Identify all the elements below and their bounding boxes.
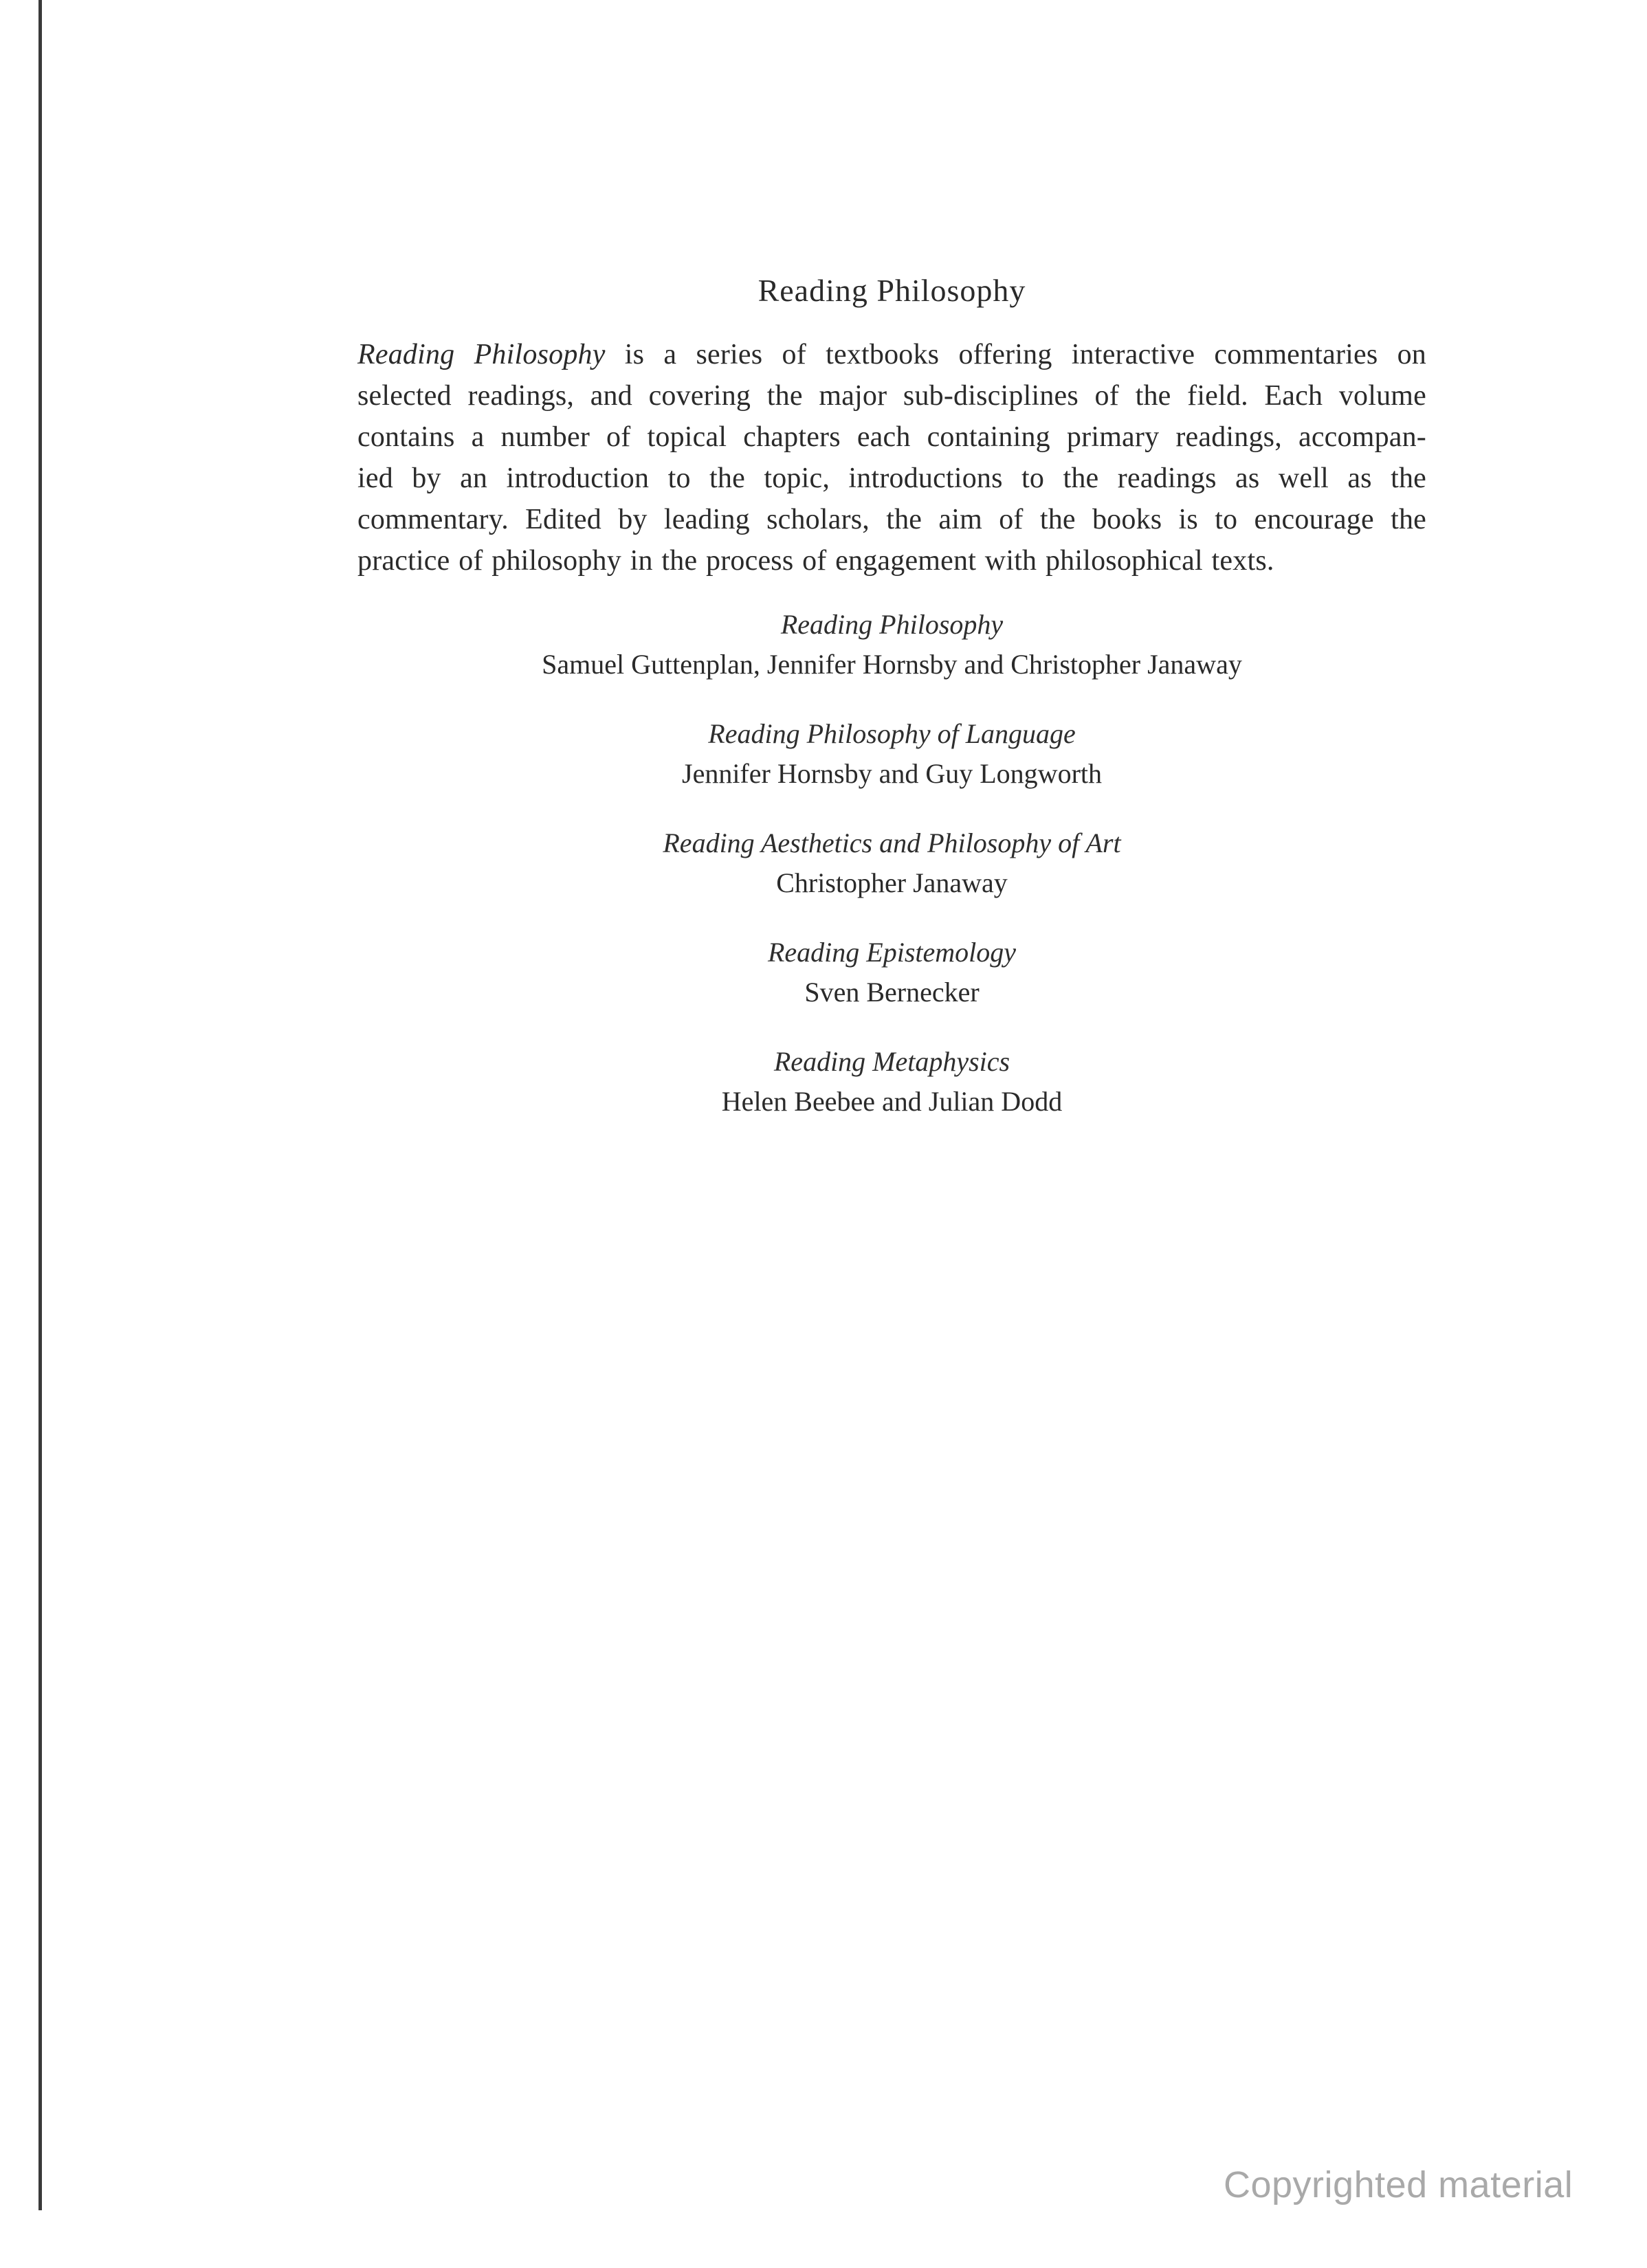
book-title: Reading Philosophy xyxy=(780,609,1004,640)
copyright-watermark: Copyrighted material xyxy=(1224,2164,1573,2205)
book-authors: Jennifer Hornsby and Guy Longworth xyxy=(682,758,1102,789)
intro-line xyxy=(357,334,1426,375)
book-title: Reading Aesthetics and Philosophy of Art xyxy=(663,827,1121,858)
page-title: Reading Philosophy xyxy=(758,273,1026,308)
intro-line: selected readings, and covering the major sub-disciplines of the field. Each volume xyxy=(357,380,1426,412)
book-title: Reading Epistemology xyxy=(767,937,1017,968)
series-entry xyxy=(357,714,1426,794)
series-entry xyxy=(357,823,1426,903)
series-entry xyxy=(357,1042,1426,1122)
series-description xyxy=(357,334,1426,581)
book-title: Reading Metaphysics xyxy=(773,1046,1010,1077)
book-authors: Samuel Guttenplan, Jennifer Hornsby and Christopher Janaway xyxy=(542,649,1242,680)
intro-line: contains a number of topical chapters each containing primary readings, accompan- xyxy=(357,421,1426,453)
book-authors: Sven Bernecker xyxy=(804,977,980,1008)
series-entry xyxy=(357,605,1426,685)
intro-line: ied by an introduction to the topic, introductions to the readings as well as the xyxy=(357,463,1426,494)
book-authors: Christopher Janaway xyxy=(776,867,1008,898)
intro-line-1-text: is a series of textbooks offering interactive commentaries on xyxy=(605,339,1426,370)
book-title: Reading Philosophy of Language xyxy=(708,718,1076,749)
series-entry xyxy=(357,933,1426,1012)
book-authors: Helen Beebee and Julian Dodd xyxy=(721,1086,1063,1117)
series-book-list xyxy=(357,605,1426,1151)
intro-line: practice of philosophy in the process of engagement with philosophical texts. xyxy=(357,545,1274,577)
scan-edge-line xyxy=(38,0,42,2210)
series-name-italic: Reading Philosophy xyxy=(357,339,606,370)
intro-line: commentary. Edited by leading scholars, the aim of the books is to encourage the xyxy=(357,504,1426,535)
